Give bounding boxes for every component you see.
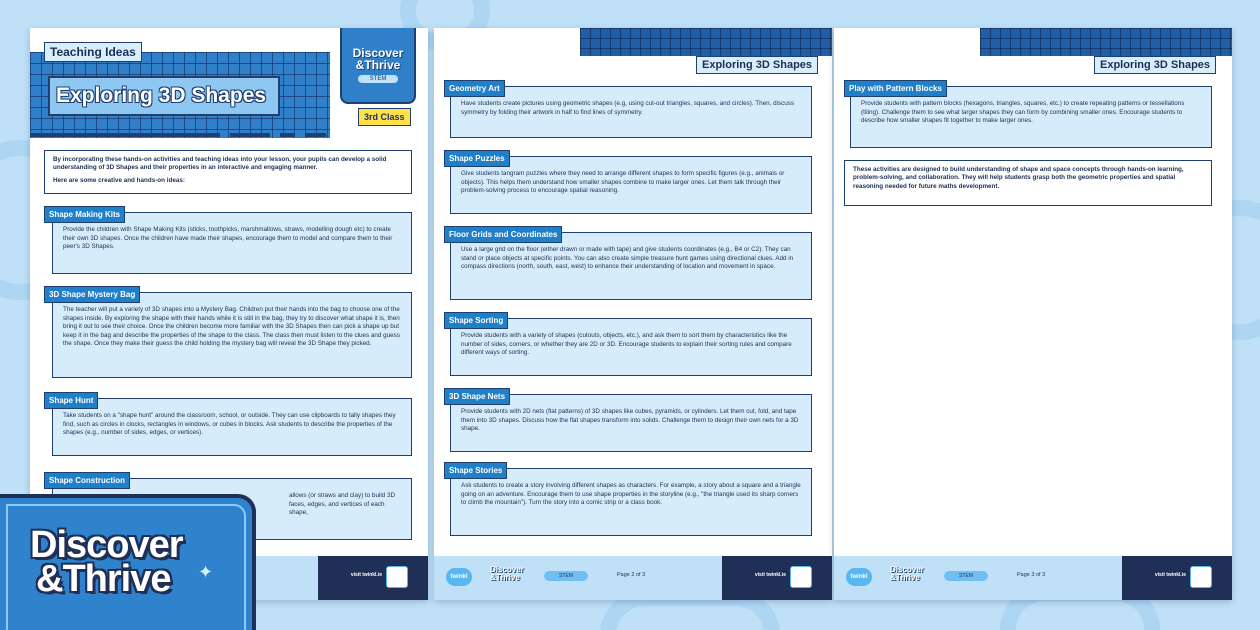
footer-logo-line-2: &Thrive: [890, 573, 920, 582]
section-label: Shape Puzzles: [444, 150, 510, 167]
header-grid-band: [580, 28, 832, 56]
section-label: Play with Pattern Blocks: [844, 80, 947, 97]
class-badge: 3rd Class: [358, 108, 411, 126]
logo-line-2: &Thrive: [355, 58, 401, 72]
section-label: Shape Hunt: [44, 392, 98, 409]
footer-badge-icon: [1190, 566, 1212, 588]
section-body: Provide students with pattern blocks (hexagons, triangles, squares, etc.) to create repeating patterns or tessellations (tiling). Challenge them to see what larger shapes they can form by combining smaller ones. Encourage students to describe how smaller shapes fit together to make larger ones.: [850, 86, 1212, 148]
logo-line-1: Discover: [352, 46, 404, 60]
brand-logo-line-2: &Thrive: [36, 558, 171, 600]
footer-badge-icon: [790, 566, 812, 588]
section-label: 3D Shape Mystery Bag: [44, 286, 140, 303]
section-text: allows (or straws and clay) to build 3D faces, edges, and vertices of each shape,: [289, 492, 396, 517]
footer-dark-band: [318, 556, 428, 600]
section-label: Shape Stories: [444, 462, 507, 479]
section-body: Provide students with a variety of shapes (cutouts, objects, etc.), and ask them to sort them by characteristics like the number of sides, corners, or whether they are 2D or 3D. Encourage students to explain their sorting rules and compare different ways of sorting.: [450, 318, 812, 376]
sparkle-icon: ✦: [198, 562, 214, 582]
footer-dark-band: [1122, 556, 1232, 600]
footer-visit-link[interactable]: visit twinkl.ie: [754, 572, 786, 578]
footer-discover-logo: [490, 566, 524, 582]
page-number: Page 3 of 3: [1017, 572, 1046, 578]
header-grid-band: [980, 28, 1232, 56]
section-label: Shape Construction: [44, 472, 130, 489]
page-header-label: Exploring 3D Shapes: [696, 56, 818, 74]
intro-lead: Here are some creative and hands-on ideas:: [53, 176, 185, 184]
footer-logo-line-2: &Thrive: [490, 573, 520, 582]
discover-thrive-brand-logo: [0, 494, 256, 630]
section-body: Provide students with 2D nets (flat patterns) of 3D shapes like cubes, pyramids, or cylinders. Let them cut, fold, and tape them into 3D shapes. Discuss how the flat shapes transform into solids. Challenge them to design their own nets for a 3D shape.: [450, 394, 812, 452]
footer-stem-pill: STEM: [544, 571, 588, 581]
intro-paragraph: By incorporating these hands-on activities and teaching ideas into your lesson, your pupils can develop a solid understanding of 3D Shapes and their properties in an interactive and engaging manner.: [53, 156, 387, 172]
page-title: Exploring 3D Shapes: [48, 76, 280, 116]
section-body: Use a large grid on the floor (either drawn or made with tape) and give students coordinates (e.g., B4 or C2). They can stand or place objects at specific points. You can also create simple treasure hunt games using directional clues. Add in compass directions (north, south, east, west) to enhance their understanding of location and movement in space.: [450, 232, 812, 300]
teaching-ideas-label: Teaching Ideas: [44, 42, 142, 62]
footer-logo-line-1: Discover: [890, 565, 924, 574]
intro-box: [44, 150, 412, 194]
document-page-2: [434, 28, 832, 600]
section-body: Give students tangram puzzles where they need to arrange different shapes to form specific figures (e.g., animals or objects). This helps them understand how smaller shapes combine to make larger ones. Let them talk through their problem-solving process to encourage spatial reasoning.: [450, 156, 812, 214]
brand-logo-text: [30, 524, 183, 600]
page-footer: [434, 556, 832, 600]
discover-thrive-logo: [340, 28, 416, 104]
section-label: 3D Shape Nets: [444, 388, 510, 405]
twinkl-logo: twinkl: [446, 568, 472, 586]
page-footer: [834, 556, 1232, 600]
section-label: Shape Sorting: [444, 312, 508, 329]
section-label: Shape Making Kits: [44, 206, 125, 223]
section-body: Have students create pictures using geometric shapes (e.g, using cut-out triangles, squares, and circles). Then, discuss symmetry by folding their artwork in half to find lines of symmetry.: [450, 86, 812, 138]
logo-stem-pill: STEM: [358, 75, 399, 83]
section-body: Provide the children with Shape Making Kits (sticks, toothpicks, marshmallows, straws, modelling dough etc) to create their own 3D shapes. Once the children have made their shapes, encourage them to model and compare them to their peer's 3D Shapes.: [52, 212, 412, 274]
footer-discover-logo: [890, 566, 924, 582]
brand-logo-line-1: Discover: [30, 524, 183, 566]
footer-logo-line-1: Discover: [490, 565, 524, 574]
page-header-label: Exploring 3D Shapes: [1094, 56, 1216, 74]
footer-badge-icon: [386, 566, 408, 588]
closing-box: These activities are designed to build understanding of shape and space concepts through hands-on learning, problem-solving, and collaboration. They will help students grasp both the geometric properties and spatial reasoning needed for future maths development.: [844, 160, 1212, 206]
section-label: Floor Grids and Coordinates: [444, 226, 562, 243]
footer-visit-link[interactable]: visit twinkl.ie: [1154, 572, 1186, 578]
twinkl-logo: twinkl: [846, 568, 872, 586]
section-label: Geometry Art: [444, 80, 505, 97]
section-body: The teacher will put a variety of 3D shapes into a Mystery Bag. Children put their hands into the bag to choose one of the shapes inside. By exploring the shape with their hands while it is still in the bag, they try to discover what shape it is, then bring it out to see their choice. Once the children become more familiar with the 3D Shapes then can pick a shape up but keep it in the bag and describe the properties of the shape to the class. The class then must listen to the clues and guess the shape. Once they make their guess the child holding the mystery bag will reveal the 3D Shape they picked.: [52, 292, 412, 378]
section-body: Take students on a "shape hunt" around the classroom, school, or outside. They can use clipboards to tally shapes they find, such as circles in clocks, rectangles in windows, or cubes in blocks. Ask students to describe the properties of the shapes (e.g., number of sides, edges, or vertices).: [52, 398, 412, 456]
section-body: Ask students to create a story involving different shapes as characters. For example, a story about a square and a triangle going on an adventure. Encourage them to use shape properties in the storyline (e.g., "the triangle used its sharp corners to climb the mountain"). Turn the story into a comic strip or a class book.: [450, 468, 812, 536]
footer-stem-pill: STEM: [944, 571, 988, 581]
page-number: Page 2 of 3: [617, 572, 646, 578]
footer-visit-link[interactable]: visit twinkl.ie: [350, 572, 382, 578]
footer-dark-band: [722, 556, 832, 600]
header-divider: [30, 133, 326, 137]
document-page-3: [834, 28, 1232, 600]
